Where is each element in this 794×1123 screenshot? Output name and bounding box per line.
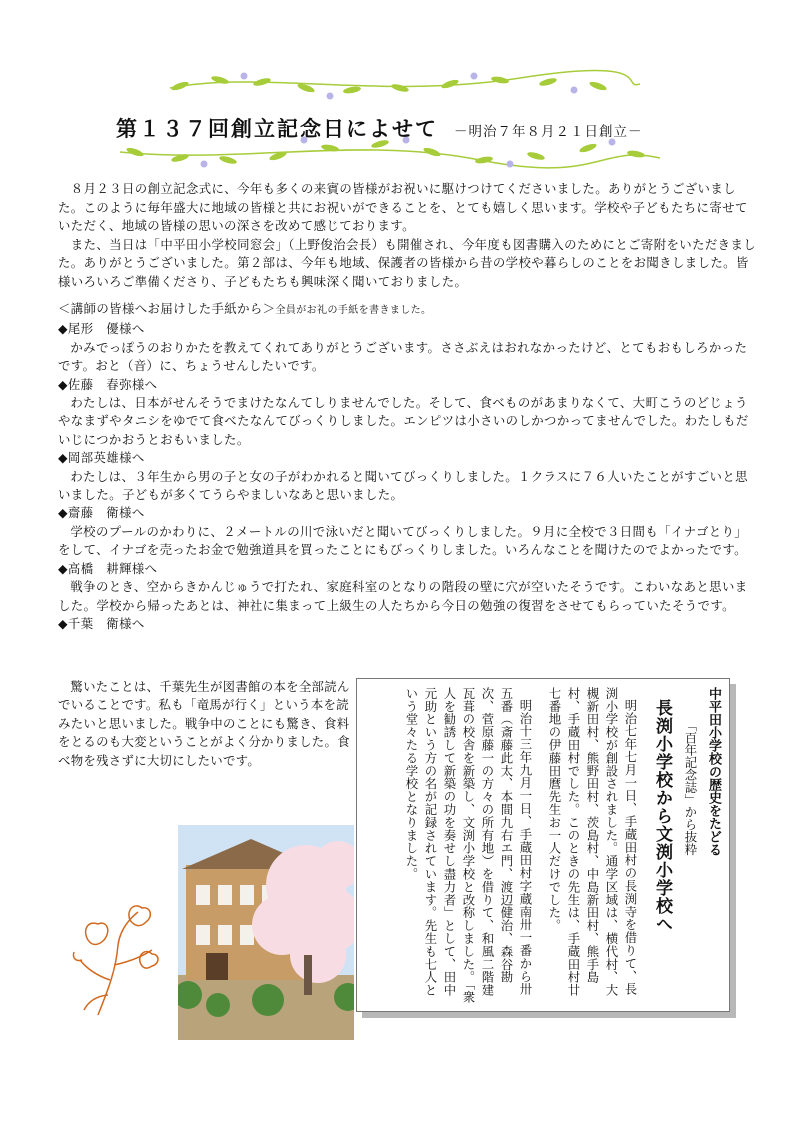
history-source: 「百年記念誌」から抜粋 [683,719,698,856]
letter-recipient: ◆齋藤 衛様へ [58,505,145,521]
title-banner [0,60,794,170]
school-photo [178,825,354,1040]
history-box [356,678,730,1012]
history-title-col [650,687,675,1005]
flower-illustration-icon [68,900,168,1020]
page-title: 第１３７回創立記念日によせて [116,117,438,141]
letters-heading-title: ＜講師の皆様へお届けした手紙から＞ [58,301,276,316]
letter-body: 驚いたことは、千葉先生が図書館の本を全部読んでいることです。私も「竜馬が行く」という本を読みたいと思いました。戦争中のことにも驚き、食料をとるのも大変ということがよく分かりました。食べ物を残さずに大切にしたいです。 [58,679,350,768]
letter-body-last [58,678,350,770]
history-title: 長渕小学校から文渕小学校へ [652,699,672,933]
letter-recipient: ◆岡部英雄様へ [58,450,145,466]
letter-recipient: ◆千葉 衛様へ [58,615,145,631]
intro-text [58,180,758,291]
history-heading: 中平田小学校の歴史をたどる [706,687,721,856]
letters-heading-note: 全員がお礼の手紙を書きました。 [275,305,432,316]
letter-body: わたしは、３年生から男の子と女の子がわかれると聞いてびっくりしました。１クラスに７６人いたことがすごいと思いました。子どもが多くてうらやましいなあと思いました。 [58,468,748,503]
letter-body: 学校のプールのかわりに、２メートルの川で泳いだと聞いてびっくりしました。９月に全校で３日間も「イナゴとり」をして、イナゴを売ったお金で勉強道具を買ったことにもびっくりしました。いろんなことを聞けたのでよかったです。 [58,523,748,558]
letter-body: かみでっぽうのおりかたを教えてくれてありがとうございます。ささぶえはおれなかったけど、とてもおもしろかったです。おと（音）に、ちょうせんしたいです。 [58,339,748,374]
history-paragraph: 明治七年七月一日、手蔵田村の長渕寺を借りて、長渕小学校が創設されました。通学区域は、横代村、大槻新田村、熊野田村、茨島村、中島新田村、熊手島村、手蔵田村でした。このときの先生は、手蔵田村廿七番地の伊藤田麿先生お一人だけでした。 [547,687,638,997]
history-paragraph: 明治十三年九月一日、手蔵田村字蔵南卅一番から卅五番（斎藤此太、本間九右エ門、渡辺健治、森谷勘次、菅原藤一の方々の所有地）を借りて、和風二階建瓦葺の校舎を新築し、文渕小学校と改称しました。「衆人を勧誘して新築の功を奏せし盡力者」として、田中元助という方の名が記録されています。先生も七人という堂々たる学校となりました。 [404,687,533,1004]
letter-recipient: ◆尾形 優様へ [58,321,145,337]
letter-body: わたしは、日本がせんそうでまけたなんてしりませんでした。そして、食べものがあまりなくて、大町こうのどじょうやなまずやタニシをゆでて食べたなんてびっくりしました。エンピツは小さいのしかつかってませんでした。わたしもだいじにつかおうとおもいました。 [58,395,749,447]
letters-section [58,300,758,633]
letters-heading [58,300,758,320]
history-header [704,687,723,1005]
letter-body: 戦争のとき、空からきかんじゅうで打たれ、家庭科室のとなりの階段の壁に穴が空いたそうです。こわいなあと思いました。学校から帰ったあとは、神社に集まって上級生の人たちから今日の勉強の復習をさせてもらっていたそうです。 [58,579,748,613]
letter-recipient: ◆佐藤 春弥様へ [58,376,158,392]
intro-paragraph: ８月２３日の創立記念式に、今年も多くの来賓の皆様がお祝いに駆けつけてくださいました。ありがとうございました。このように毎年盛大に地域の皆様と共にお祝いができることを、とても嬉しく思います。学校や子どもたちに寄せていただく、地域の皆様の思いの深さを改めて感じております。 [58,181,748,233]
letter-recipient: ◆高橋 耕輝様へ [58,560,158,576]
intro-paragraph: また、当日は「中平田小学校同窓会」（上野俊治会長）も開催され、今年度も図書購入のためにとご寄附をいただきました。ありがとうございました。第２部は、今年も地域、保護者の皆様から昔の学校や暮らしのことをお聞きしました。皆様いろいろご準備くださり、子どもたちも興味深く聞いておりました。 [58,236,757,289]
history-source-col [681,687,700,1005]
page-subtitle: －明治７年８月２１日創立－ [454,124,643,140]
